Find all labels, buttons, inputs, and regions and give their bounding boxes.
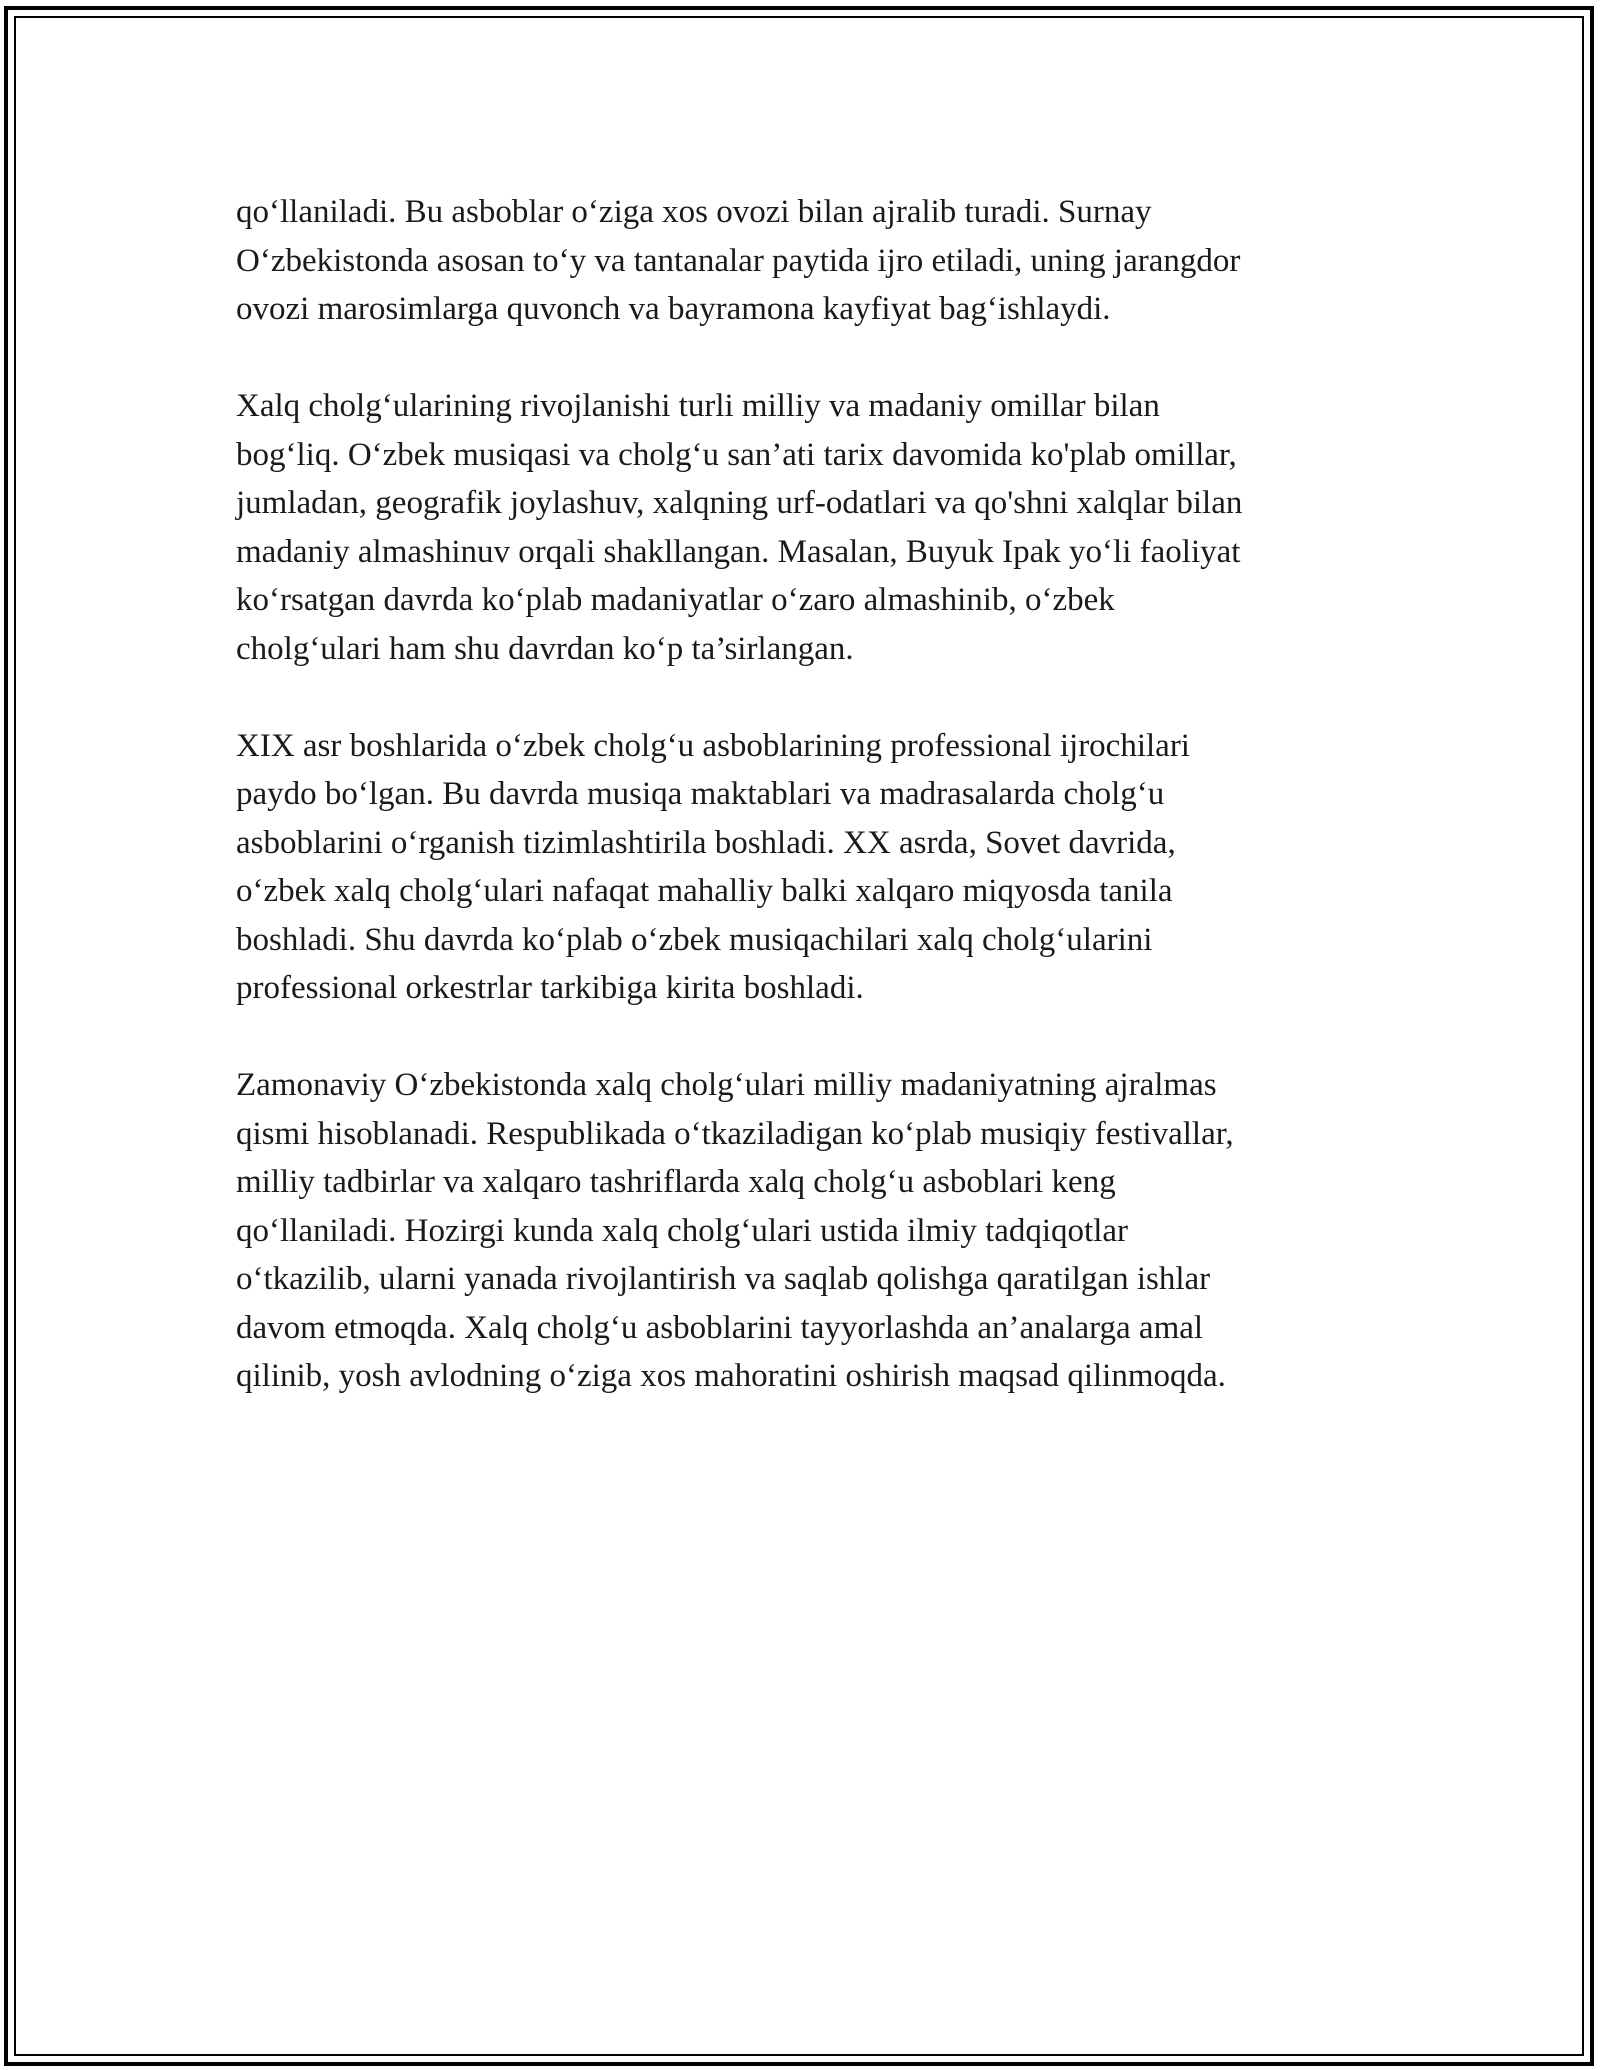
text-line: professional orkestrlar tarkibiga kirita boshladi.	[236, 970, 864, 1006]
text-line: qismi hisoblanadi. Respublikada o‘tkaziladigan ko‘plab musiqiy festivallar,	[236, 1115, 1234, 1152]
text-line: jumladan, geografik joylashuv, xalqning urf-odatlari va qo'shni xalqlar bilan	[236, 485, 1243, 521]
text-line: Xalq cholg‘ularining rivojlanishi turli milliy va madaniy omillar bilan	[236, 388, 1160, 424]
document-body	[236, 188, 1366, 1449]
text-line: milliy tadbirlar va xalqaro tashriflarda xalq cholg‘u asboblari keng	[236, 1164, 1116, 1200]
paragraph-2	[236, 382, 1366, 673]
text-line: davom etmoqda. Xalq cholg‘u asboblarini tayyorlashda an’analarga amal	[236, 1309, 1204, 1346]
text-line: Zamonaviy O‘zbekistonda xalq cholg‘ulari milliy madaniyatning ajralmas	[236, 1067, 1217, 1103]
text-line: o‘zbek xalq cholg‘ulari nafaqat mahalliy balki xalqaro miqyosda tanila	[236, 873, 1173, 909]
text-line: O‘zbekistonda asosan to‘y va tantanalar paytida ijro etiladi, uning jarangdor	[236, 242, 1241, 279]
paragraph-1	[236, 188, 1366, 334]
text-line: paydo bo‘lgan. Bu davrda musiqa maktablari va madrasalarda cholg‘u	[236, 776, 1165, 812]
text-line: asboblarini o‘rganish tizimlashtirila boshladi. XX asrda, Sovet davrida,	[236, 824, 1176, 861]
text-line: boshladi. Shu davrda ko‘plab o‘zbek musiqachilari xalq cholg‘ularini	[236, 921, 1153, 958]
text-line: cholg‘ulari ham shu davrdan ko‘p ta’sirlangan.	[236, 630, 854, 667]
text-line: ovozi marosimlarga quvonch va bayramona kayfiyat bag‘ishlaydi.	[236, 291, 1111, 327]
text-line: qilinib, yosh avlodning o‘ziga xos mahoratini oshirish maqsad qilinmoqda.	[236, 1358, 1226, 1394]
paragraph-4	[236, 1061, 1366, 1401]
text-line: ko‘rsatgan davrda ko‘plab madaniyatlar o‘zaro almashinib, o‘zbek	[236, 582, 1115, 618]
paragraph-3	[236, 722, 1366, 1013]
text-line: XIX asr boshlarida o‘zbek cholg‘u asboblarining professional ijrochilari	[236, 727, 1190, 764]
text-line: qo‘llaniladi. Bu asboblar o‘ziga xos ovozi bilan ajralib turadi. Surnay	[236, 194, 1152, 230]
text-line: o‘tkazilib, ularni yanada rivojlantirish va saqlab qolishga qaratilgan ishlar	[236, 1261, 1211, 1297]
text-line: bog‘liq. O‘zbek musiqasi va cholg‘u san’ati tarix davomida ko'plab omillar,	[236, 436, 1237, 473]
text-line: madaniy almashinuv orqali shakllangan. Masalan, Buyuk Ipak yo‘li faoliyat	[236, 533, 1241, 570]
text-line: qo‘llaniladi. Hozirgi kunda xalq cholg‘ulari ustida ilmiy tadqiqotlar	[236, 1212, 1129, 1249]
